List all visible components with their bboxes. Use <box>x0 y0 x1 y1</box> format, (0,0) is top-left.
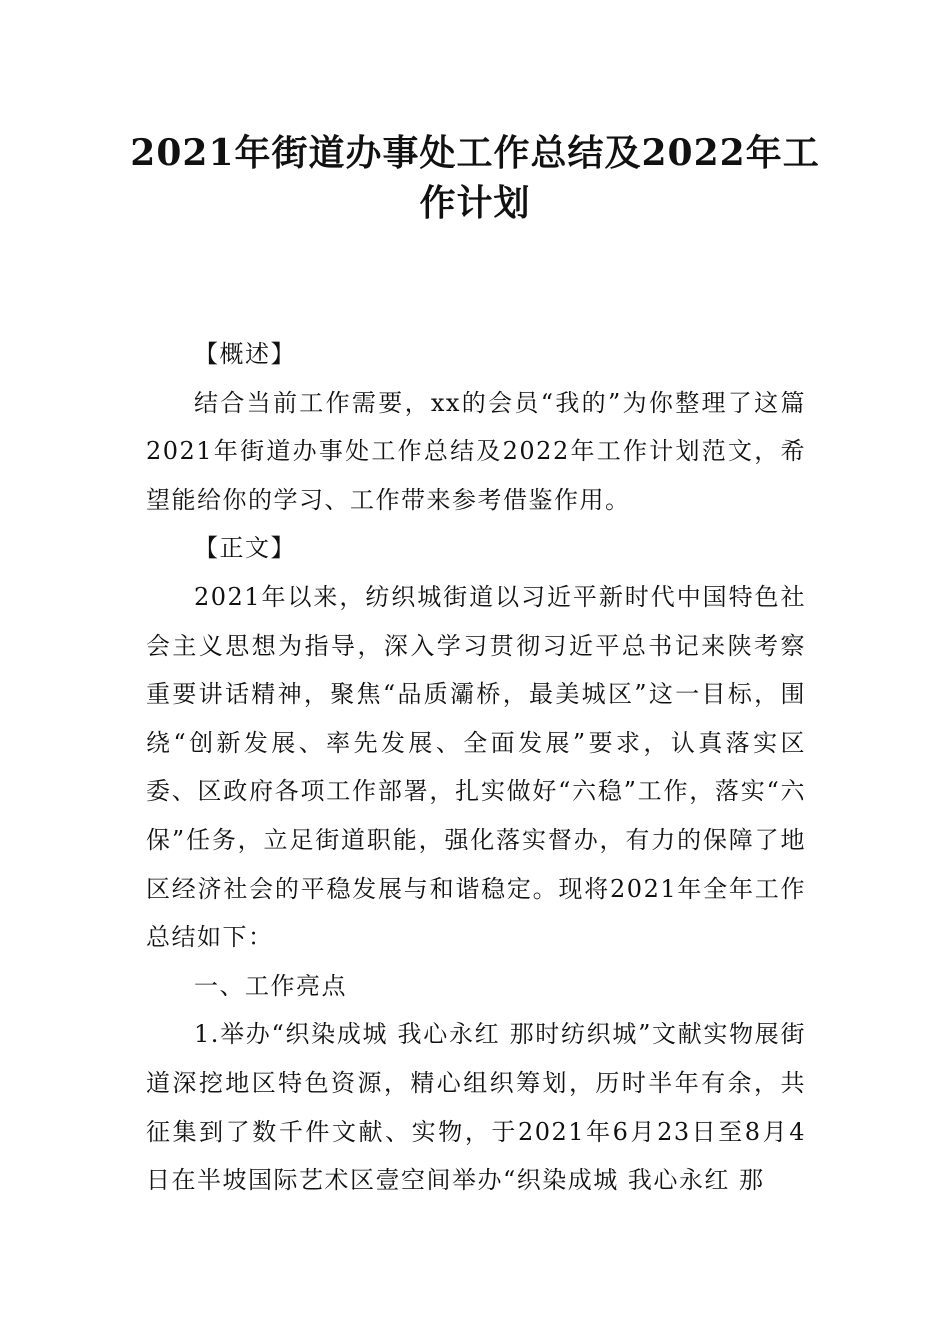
section-heading-main: 【正文】 <box>194 534 296 563</box>
section-heading-summary: 【概述】 <box>194 340 296 368</box>
section-heading-highlights: 一、工作亮点 <box>194 971 347 1000</box>
document-title: 2021年街道办事处工作总结及2022年工作计划 <box>130 132 820 224</box>
paragraph-intro: 结合当前工作需要，xx的会员“我的”为你整理了这篇2021年街道办事处工作总结及2022年工作计划范文，希望能给你的学习、工作带来参考借鉴作用。 <box>146 388 806 514</box>
paragraph-highlight-1: 1.举办“织染成城 我心永红 那时纺织城”文献实物展街道深挖地区特色资源，精心组织筹划，历时半年有余，共征集到了数千件文献、实物，于2021年6月23日至8月4日在半坡国际艺术区壹空间举办“织染成城 我心永红 那 <box>146 1020 806 1195</box>
document-body <box>146 330 806 1205</box>
paragraph-overview: 2021年以来，纺织城街道以习近平新时代中国特色社会主义思想为指导，深入学习贯彻习近平总书记来陕考察重要讲话精神，聚焦“品质灞桥，最美城区”这一目标，围绕“创新发展、率先发展、全面发展”要求，认真落实区委、区政府各项工作部署，扎实做好“六稳”工作，落实“六保”任务，立足街道职能，强化落实督办，有力的保障了地区经济社会的平稳发展与和谐稳定。现将2021年全年工作总结如下： <box>146 582 806 952</box>
